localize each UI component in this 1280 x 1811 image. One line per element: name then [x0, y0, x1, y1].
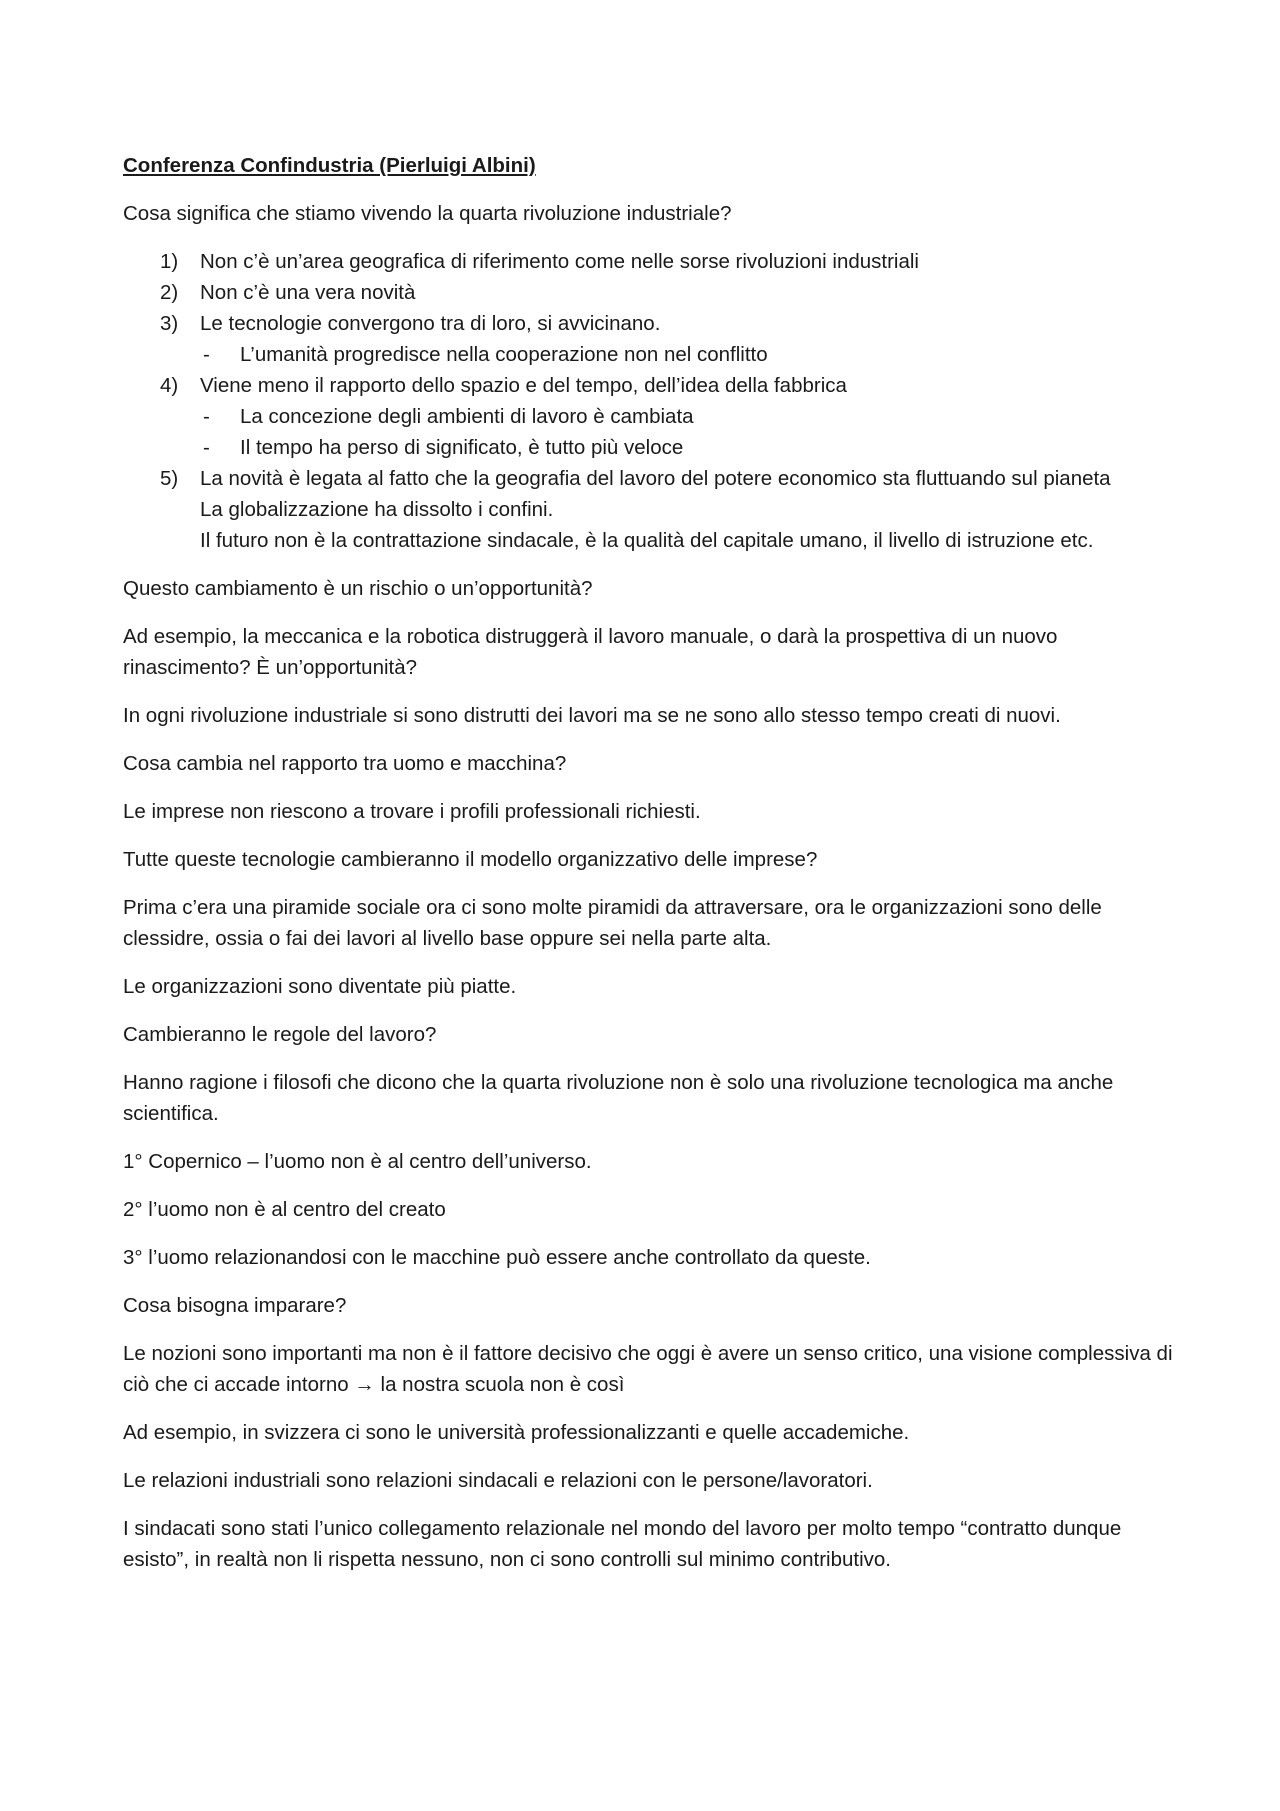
- list-item-text: Viene meno il rapporto dello spazio e del tempo, dell’idea della fabbrica: [200, 374, 847, 397]
- numbered-list: [123, 246, 1183, 556]
- list-item-text: Non c’è una vera novità: [200, 281, 416, 304]
- list-item-text: Non c’è un’area geografica di riferimento come nelle sorse rivoluzioni industriali: [200, 250, 919, 273]
- list-item-text: La novità è legata al fatto che la geografia del lavoro del potere economico sta fluttuando sul pianeta: [200, 467, 1111, 490]
- paragraph: 1° Copernico – l’uomo non è al centro dell’universo.: [123, 1150, 592, 1173]
- list-item: [123, 370, 1183, 463]
- dash-bullet: -: [203, 343, 210, 366]
- paragraph: Cosa bisogna imparare?: [123, 1294, 347, 1317]
- paragraph: Le relazioni industriali sono relazioni sindacali e relazioni con le persone/lavoratori.: [123, 1469, 873, 1492]
- sub-list-item: [200, 432, 1183, 463]
- paragraph: 2° l’uomo non è al centro del creato: [123, 1198, 446, 1221]
- paragraph: Le imprese non riescono a trovare i profili professionali richiesti.: [123, 800, 701, 823]
- list-item: [123, 463, 1183, 556]
- paragraph: Cosa cambia nel rapporto tra uomo e macchina?: [123, 752, 567, 775]
- paragraph: Ad esempio, la meccanica e la robotica distruggerà il lavoro manuale, o darà la prospettiva di un nuovo rinascimento? È un’opportunità?: [123, 625, 1058, 679]
- intro-question: Cosa significa che stiamo vivendo la quarta rivoluzione industriale?: [123, 202, 732, 225]
- sub-item-text: La concezione degli ambienti di lavoro è cambiata: [240, 405, 694, 428]
- paragraph: Le organizzazioni sono diventate più piatte.: [123, 975, 517, 998]
- list-item: [123, 246, 1183, 277]
- dash-bullet: -: [203, 436, 210, 459]
- list-number: 2): [160, 281, 179, 304]
- list-item: [123, 277, 1183, 308]
- paragraph: Le nozioni sono importanti ma non è il fattore decisivo che oggi è avere un senso critico, una visione complessiva di ciò che ci accade intorno → la nostra scuola non è così: [123, 1342, 1173, 1396]
- paragraph: Questo cambiamento è un rischio o un’opportunità?: [123, 577, 593, 600]
- list-item-continuation: La globalizzazione ha dissolto i confini.: [200, 498, 554, 521]
- list-number: 1): [160, 250, 179, 273]
- sub-list-item: [200, 339, 1183, 370]
- sub-list: [200, 401, 1183, 463]
- list-number: 5): [160, 467, 179, 490]
- document-title: Conferenza Confindustria (Pierluigi Albini): [123, 154, 536, 177]
- paragraph: Ad esempio, in svizzera ci sono le università professionalizzanti e quelle accademiche.: [123, 1421, 910, 1444]
- paragraph: Tutte queste tecnologie cambieranno il modello organizzativo delle imprese?: [123, 848, 818, 871]
- paragraph: 3° l’uomo relazionandosi con le macchine può essere anche controllato da queste.: [123, 1246, 871, 1269]
- dash-bullet: -: [203, 405, 210, 428]
- sub-list: [200, 339, 1183, 370]
- paragraph: Hanno ragione i filosofi che dicono che la quarta rivoluzione non è solo una rivoluzione tecnologica ma anche scientifica.: [123, 1071, 1114, 1125]
- list-item-text: Le tecnologie convergono tra di loro, si avvicinano.: [200, 312, 661, 335]
- sub-list-item: [200, 401, 1183, 432]
- list-item-continuation: Il futuro non è la contrattazione sindacale, è la qualità del capitale umano, il livello di istruzione etc.: [200, 529, 1094, 552]
- document-page: [123, 150, 1183, 1592]
- list-item: [123, 308, 1183, 370]
- paragraph: Cambieranno le regole del lavoro?: [123, 1023, 437, 1046]
- sub-item-text: Il tempo ha perso di significato, è tutto più veloce: [240, 436, 684, 459]
- paragraph: Prima c’era una piramide sociale ora ci sono molte piramidi da attraversare, ora le organizzazioni sono delle clessidre, ossia o fai dei lavori al livello base oppure sei nella parte alta.: [123, 896, 1102, 950]
- list-number: 3): [160, 312, 179, 335]
- list-number: 4): [160, 374, 179, 397]
- paragraph: In ogni rivoluzione industriale si sono distrutti dei lavori ma se ne sono allo stesso tempo creati di nuovi.: [123, 704, 1061, 727]
- paragraph: I sindacati sono stati l’unico collegamento relazionale nel mondo del lavoro per molto tempo “contratto dunque esisto”, in realtà non li rispetta nessuno, non ci sono controlli sul minimo contributivo.: [123, 1517, 1122, 1571]
- sub-item-text: L’umanità progredisce nella cooperazione non nel conflitto: [240, 343, 768, 366]
